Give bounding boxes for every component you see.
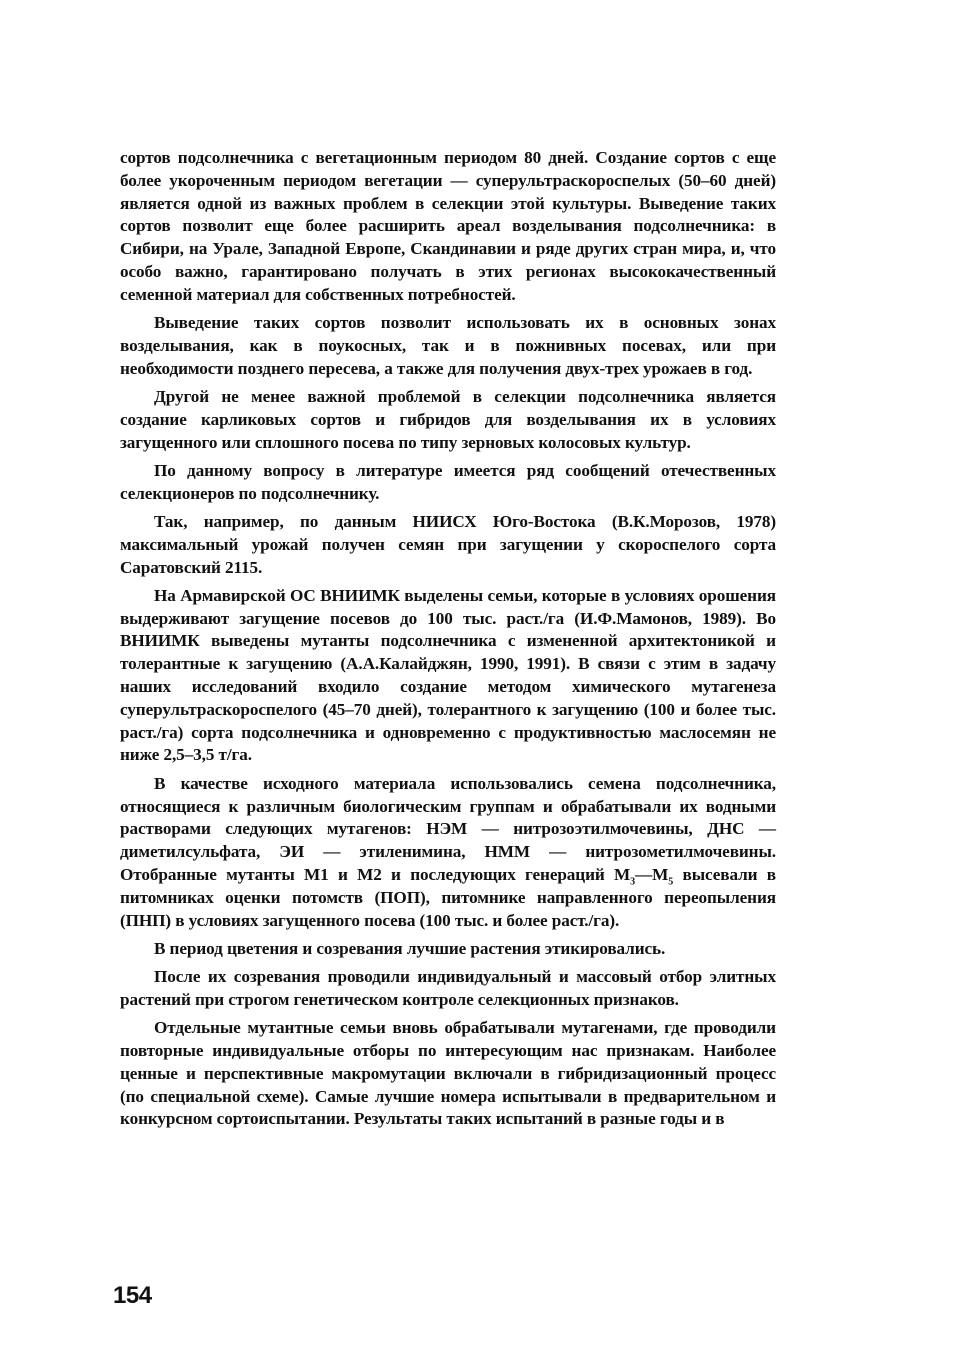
paragraph-3: Другой не менее важной проблемой в селекции подсолнечника является создание карликовых сортов и гибридов для возделывания их в условиях загущенного или сплошного посева по типу зерновых колосовых культур.	[120, 386, 776, 452]
subscript-3: 3	[630, 876, 636, 888]
paragraph-6: На Армавирской ОС ВНИИМК выделены семьи, которые в условиях орошения выдерживают загущение посевов до 100 тыс. раст./га (И.Ф.Мамонов, 1989). Во ВНИИМК выведены мутанты подсолнечника с измененной архитектоникой и толерантные к загущению (А.А.Калайджян, 1990, 1991). В связи с этим в задачу наших исследований входило создание методом химического мутагенеза суперультраскороспелого (45–70 дней), толерантного к загущению (100 и более тыс. раст./га) сорта подсолнечника и одновременно с продуктивностью маслосемян не ниже 2,5–3,5 т/га.	[120, 585, 776, 765]
paragraph-10: Отдельные мутантные семьи вновь обрабатывали мутагенами, где проводили повторные индивидуальные отборы по интересующим нас признакам. Наиболее ценные и перспективные макромутации включали в гибридизационный процесс (по специальной схеме). Самые лучшие номера испытывали в предварительном и конкурсном сортоиспытании. Результаты таких испытаний в разные годы и в	[120, 1018, 776, 1129]
paragraph-8: В период цветения и созревания лучшие растения этикировались.	[154, 938, 666, 958]
paragraph-2: Выведение таких сортов позволит использовать их в основных зонах возделывания, как в поукосных, так и в пожнивных посевах, или при необходимости позднего пересева, а также для получения двух-трех урожаев в год.	[120, 313, 776, 378]
page-body	[120, 147, 776, 1137]
paragraph-5: Так, например, по данным НИИСХ Юго-Востока (В.К.Морозов, 1978) максимальный урожай получен семян при загущении у скороспелого сорта Саратовский 2115.	[120, 511, 776, 577]
mutagens-text-part1: В качестве исходного материала использовались семена подсолнечника, относящиеся к различным биологическим группам и обрабатывали их водными растворами следующих мутагенов: НЭМ — нитрозоэтилмочевины, ДНС — диметилсульфата, ЭИ — этиленимина, НММ — нитрозометилмочевины. Отобранные мутанты М1 и М2 и последующих генераций М	[120, 773, 776, 884]
page-number: 154	[113, 1282, 152, 1309]
subscript-5: 5	[668, 876, 674, 888]
mutagens-dash: —М	[635, 864, 669, 884]
paragraph-mutagens	[120, 773, 776, 933]
mutagens-text-part2: высевали в питомниках оценки потомств (ПОП), питомнике направленного переопыления (ПНП) в условиях загущенного посева (100 тыс. и более раст./га).	[120, 864, 776, 930]
paragraph-4: По данному вопросу в литературе имеется ряд сообщений отечественных селекционеров по подсолнечнику.	[120, 460, 776, 503]
paragraph-1: сортов подсолнечника с вегетационным периодом 80 дней. Создание сортов с еще более укороченным периодом вегетации — суперультраскороспелых (50–60 дней) является одной из важных проблем в селекции этой культуры. Выведение таких сортов позволит еще более расширить ареал возделывания подсолнечника: в Сибири, на Урале, Западной Европе, Скандинавии и ряде других стран мира, и, что особо важно, гарантировано получать в этих регионах высококачественный семенной материал для собственных потребностей.	[120, 148, 776, 304]
paragraph-9: После их созревания проводили индивидуальный и массовый отбор элитных растений при строгом генетическом контроле селекционных признаков.	[120, 967, 776, 1009]
